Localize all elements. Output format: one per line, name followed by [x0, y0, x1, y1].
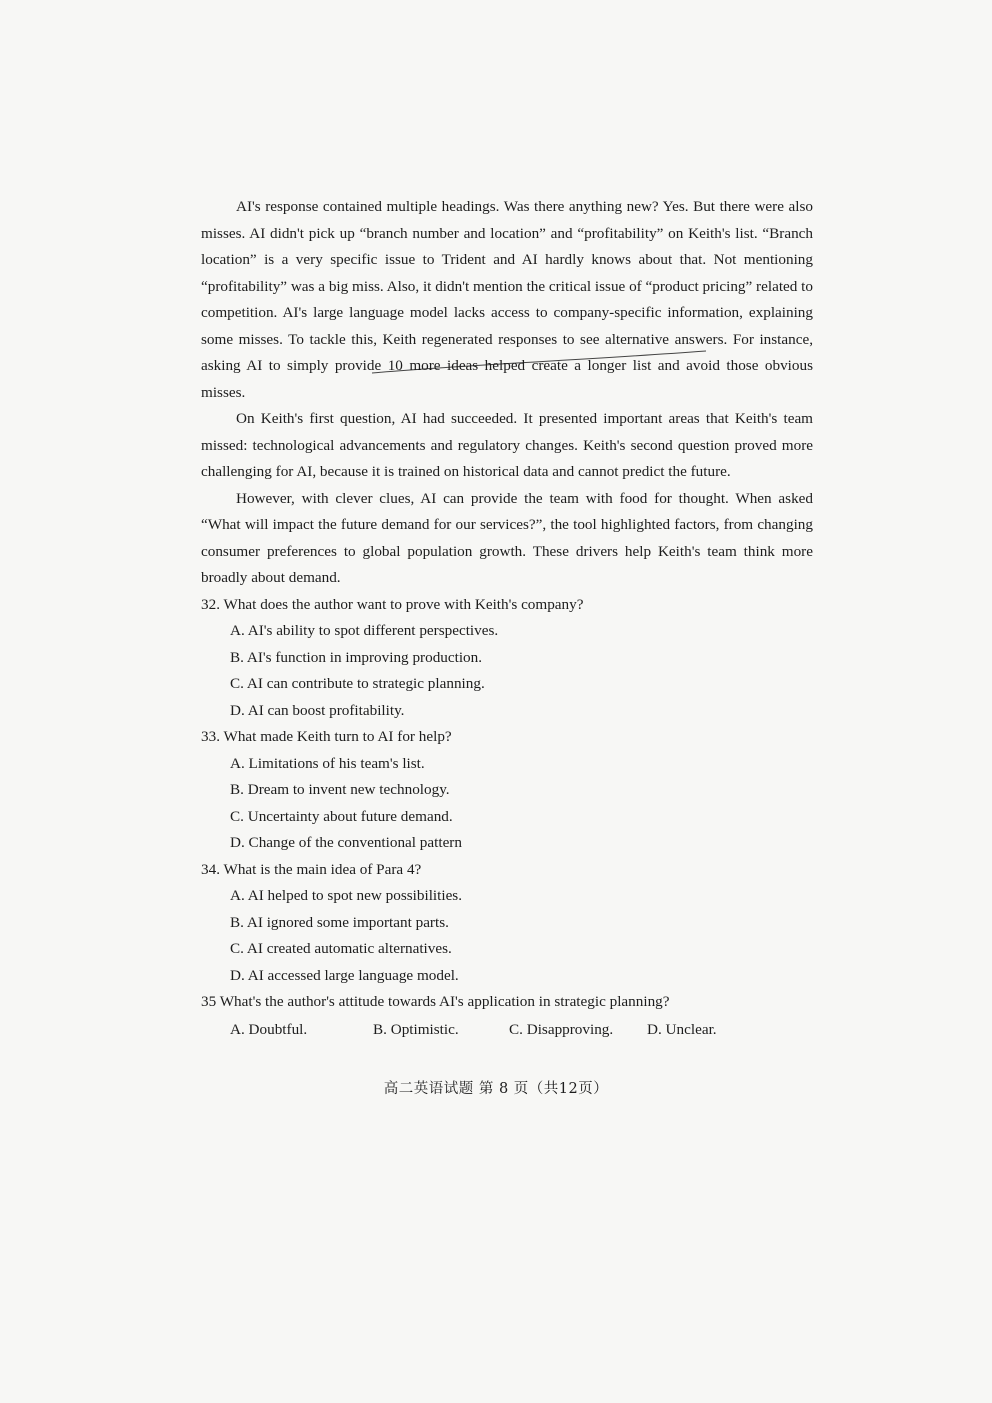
option-d: D. AI can boost profitability. [230, 701, 405, 719]
question-34 [201, 857, 813, 990]
exam-content [201, 194, 813, 1043]
option-b: B. AI's function in improving production. [230, 648, 483, 666]
option-d: D. AI accessed large language model. [230, 966, 459, 984]
question-stem: 35 What's the author's attitude towards AI's application in strategic planning? [201, 993, 670, 1010]
option-b: B. Optimistic. [373, 1020, 459, 1038]
passage-paragraph: However, with clever clues, AI can provide the team with food for thought. When asked “What will impact the future demand for our services?”, the tool highlighted factors, from changing consumer preferences to global population growth. These drivers help Keith's team think more broadly about demand. [201, 489, 813, 586]
option-a: A. Doubtful. [230, 1020, 308, 1038]
option-a: A. AI helped to spot new possibilities. [230, 887, 463, 904]
option-row [201, 1017, 813, 1044]
question-35 [201, 989, 813, 1043]
passage-paragraph: On Keith's first question, AI had succeeded. It presented important areas that Keith's team missed: technological advancements and regulatory changes. Keith's second question proved more challenging for AI, because it is trained on historical data and cannot predict the future. [201, 410, 813, 480]
question-33 [201, 724, 813, 857]
option-c: C. AI can contribute to strategic planning. [230, 675, 485, 692]
option-a: A. AI's ability to spot different perspectives. [230, 622, 499, 639]
option-b: B. AI ignored some important parts. [230, 913, 449, 931]
question-stem: 32. What does the author want to prove with Keith's company? [201, 595, 584, 613]
question-32 [201, 592, 813, 725]
passage-paragraph: AI's response contained multiple headings. Was there anything new? Yes. But there were also misses. AI didn't pick up “branch number and location” and “profitability” on Keith's list. “Branch location” is a very specific issue to Trident and AI hardly knows about that. Not mentioning “profitability” was a big miss. Also, it didn't mention the critical issue of “product pricing” related to competition. AI's large language model lacks access to company-specific information, explaining some misses. To tackle this, Keith regenerated responses to see alternative answers. For instance, asking AI to simply provide 10 more ideas helped create a longer list and avoid those obvious misses. [201, 198, 813, 401]
option-d: D. Unclear. [647, 1020, 717, 1038]
option-a: A. Limitations of his team's list. [230, 754, 425, 772]
question-stem: 33. What made Keith turn to AI for help? [201, 728, 452, 745]
question-stem: 34. What is the main idea of Para 4? [201, 860, 422, 878]
option-c: C. AI created automatic alternatives. [230, 940, 452, 957]
page-footer: 高二英语试题 第 8 页（共12页） [383, 1081, 609, 1097]
option-d: D. Change of the conventional pattern [230, 834, 462, 851]
option-c: C. Disapproving. [509, 1020, 614, 1038]
option-c: C. Uncertainty about future demand. [230, 807, 453, 825]
option-b: B. Dream to invent new technology. [230, 781, 450, 798]
